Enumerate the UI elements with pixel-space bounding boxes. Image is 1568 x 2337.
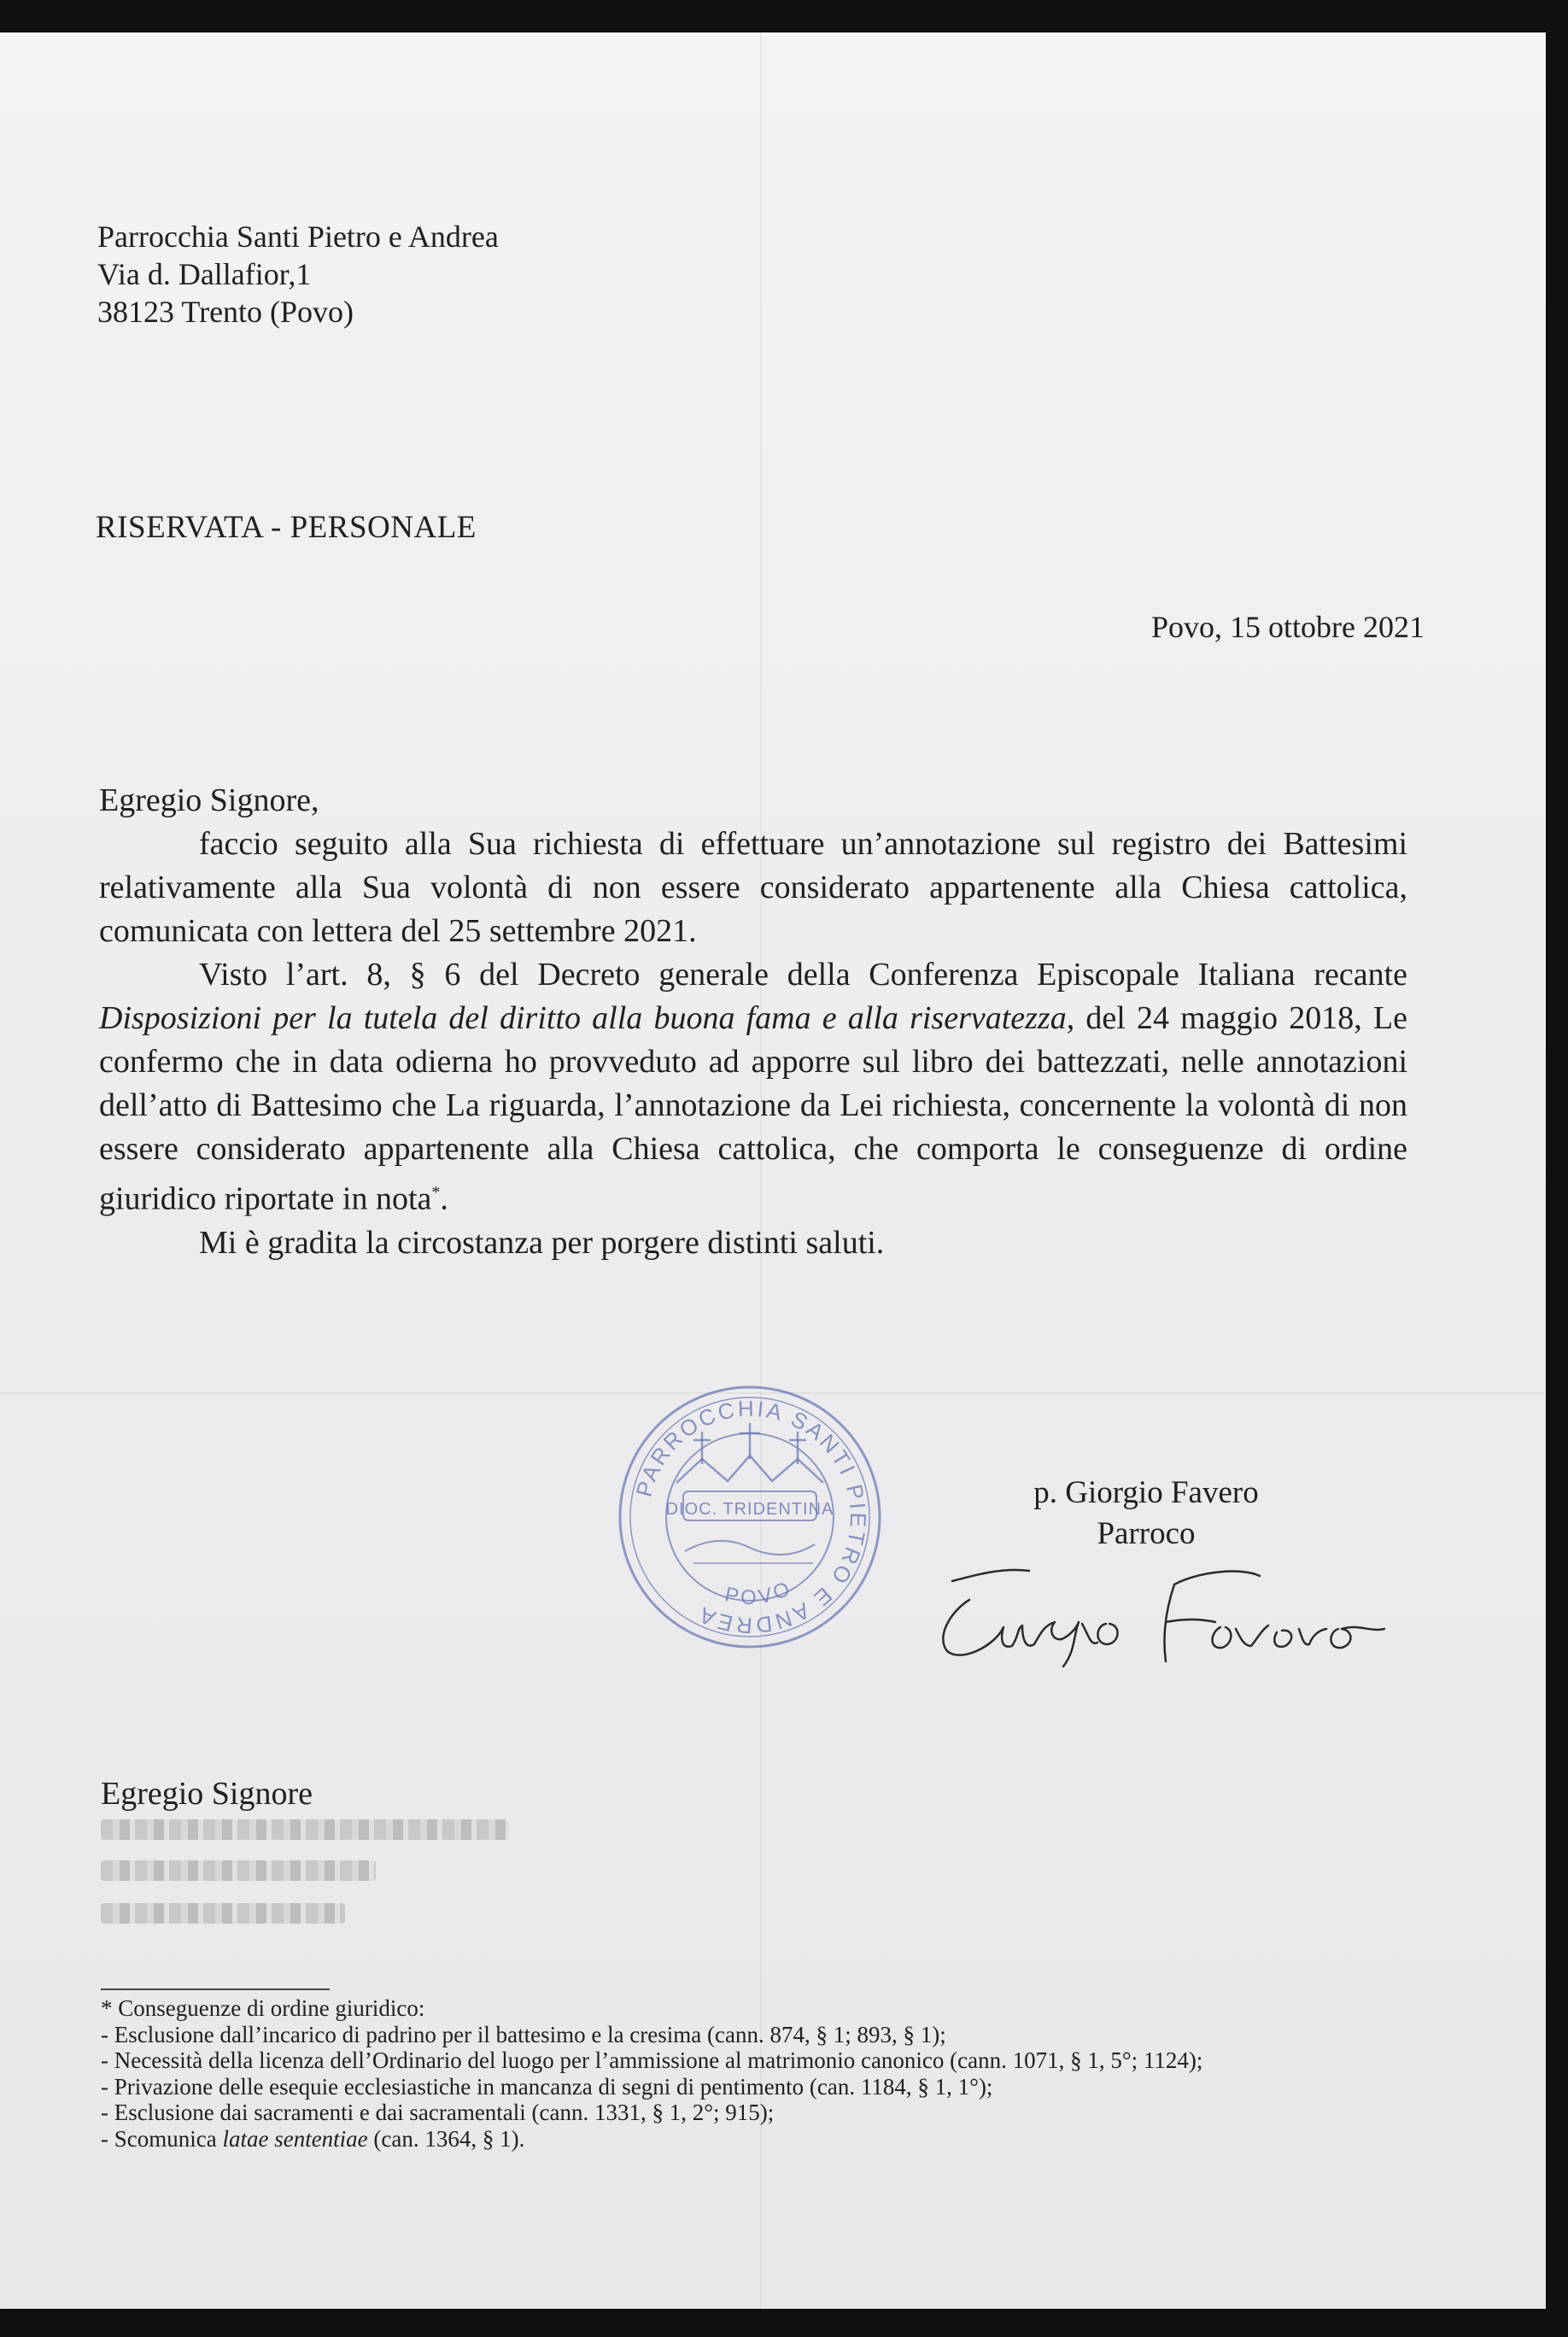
footnote-item: - Necessità della licenza dell’Ordinario del luogo per l’ammissione al matrimonio canonico (cann. 1071, § 1, 5°; 1124); xyxy=(101,2047,1203,2073)
footnote-item: - Privazione delle esequie ecclesiastiche in mancanza di segni di pentimento (can. 1184, § 1, 1°); xyxy=(101,2073,993,2100)
signatory-title: Parroco xyxy=(1097,1516,1196,1551)
sender-line-1: Parrocchia Santi Pietro e Andrea xyxy=(97,220,499,254)
footnote-last-suffix: (can. 1364, § 1). xyxy=(367,2125,525,2152)
salutation: Egregio Signore, xyxy=(99,782,319,818)
sender-address xyxy=(97,218,499,331)
sender-line-3: 38123 Trento (Povo) xyxy=(97,295,354,329)
closing-paragraph: Mi è gradita la circostanza per porgere distinti saluti. xyxy=(199,1224,885,1261)
recipient-label: Egregio Signore xyxy=(101,1776,313,1812)
sender-line-2: Via d. Dallafior,1 xyxy=(97,257,312,291)
footnote-item: - Esclusione dai sacramenti e dai sacramentali (cann. 1331, § 1, 2°; 915); xyxy=(101,2100,775,2125)
footnote-item: - Esclusione dall’incarico di padrino per il battesimo e la cresima (cann. 874, § 1; 893, § 1); xyxy=(101,2021,946,2047)
handwritten-signature xyxy=(918,1550,1448,1670)
letter-body xyxy=(99,779,1407,1265)
paragraph-2-part-b: , del 24 maggio 2018, Le confermo che in data odierna ho provveduto ad apporre sul libro dei battezzati, nelle annotazioni dell’atto di Battesimo che La riguarda, l’annotazione da Lei richiesta, concernente la volontà di non essere considerato appartenente alla Chiesa cattolica, che comporta le conseguenze di ordine giuridico riportate in nota xyxy=(99,1000,1408,1217)
stamp-bottom-text: POVO xyxy=(723,1575,797,1610)
letter-date: Povo, 15 ottobre 2021 xyxy=(1151,610,1425,644)
footnote-rule xyxy=(101,1988,330,1990)
paragraph-1: faccio seguito alla Sua richiesta di effettuare un’annotazione sul registro dei Battesimi relativamente alla Sua volontà di non essere considerato appartenente alla Chiesa cattolica, comunicata con lettera del 25 settembre 2021. xyxy=(99,826,1407,949)
footnote-last-italic: latae sententiae xyxy=(222,2125,368,2152)
paragraph-2 xyxy=(99,953,1407,1221)
footnote-last-prefix: - Scomunica xyxy=(101,2125,223,2152)
signatory-name: p. Giorgio Favero xyxy=(1033,1475,1259,1510)
paragraph-2-part-a: Visto l’art. 8, § 6 del Decreto generale della Conferenza Episcopale Italiana recante xyxy=(199,957,1407,993)
parish-stamp xyxy=(617,1380,883,1654)
footnote-marker: * xyxy=(431,1183,441,1202)
signatory-block xyxy=(1018,1473,1274,1555)
footnote-item-last xyxy=(101,2126,1202,2152)
paragraph-2-end: . xyxy=(440,1180,448,1217)
redacted-address-line-3 xyxy=(101,1903,345,1924)
stamp-ring-text: PARROCCHIA SANTI PIETRO E ANDREA xyxy=(630,1395,872,1639)
redacted-address-line-1 xyxy=(101,1819,509,1840)
redacted-address-line-2 xyxy=(101,1860,376,1881)
footnote xyxy=(101,1995,1202,2152)
stamp-inner-text: DIOC. TRIDENTINA xyxy=(665,1500,834,1519)
svg-text:POVO xyxy=(723,1576,796,1609)
decree-title: Disposizioni per la tutela del diritto alla buona fama e alla riservatezza xyxy=(99,1000,1067,1036)
confidential-label: RISERVATA - PERSONALE xyxy=(96,510,477,545)
footnote-heading: * Conseguenze di ordine giuridico: xyxy=(101,1995,425,2021)
